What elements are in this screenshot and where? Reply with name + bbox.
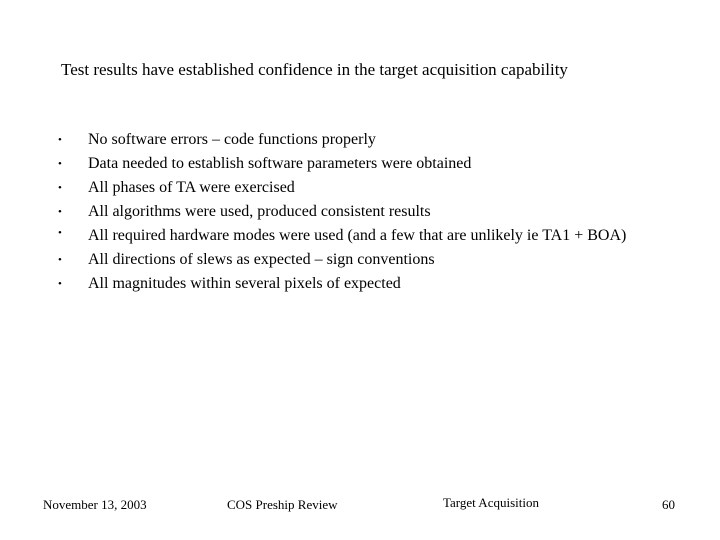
bullet-list (58, 128, 658, 296)
bullet-item (58, 200, 658, 224)
bullet-icon: • (58, 227, 62, 239)
bullet-icon: • (58, 254, 62, 266)
bullet-item (58, 128, 658, 152)
bullet-item (58, 152, 658, 176)
bullet-item (58, 224, 658, 248)
bullet-text: All magnitudes within several pixels of expected (88, 275, 401, 292)
bullet-icon: • (58, 182, 62, 194)
bullet-text: No software errors – code functions properly (88, 131, 376, 148)
bullet-item (58, 176, 658, 200)
bullet-text: All algorithms were used, produced consistent results (88, 203, 431, 220)
bullet-item (58, 272, 658, 296)
footer-topic: Target Acquisition (443, 495, 539, 510)
footer-date: November 13, 2003 (43, 497, 147, 512)
bullet-text: Data needed to establish software parameters were obtained (88, 155, 472, 172)
footer-review-name: COS Preship Review (227, 497, 338, 512)
bullet-text: All directions of slews as expected – sign conventions (88, 251, 435, 268)
bullet-item (58, 248, 658, 272)
bullet-icon: • (58, 158, 62, 170)
slide-title: Test results have established confidence in the target acquisition capability (61, 60, 568, 79)
bullet-text: All phases of TA were exercised (88, 179, 295, 196)
bullet-icon: • (58, 206, 62, 218)
bullet-icon: • (58, 278, 62, 290)
bullet-text: All required hardware modes were used (and a few that are unlikely ie TA1 + BOA) (88, 227, 627, 244)
page-number: 60 (662, 497, 675, 512)
bullet-icon: • (58, 134, 62, 146)
